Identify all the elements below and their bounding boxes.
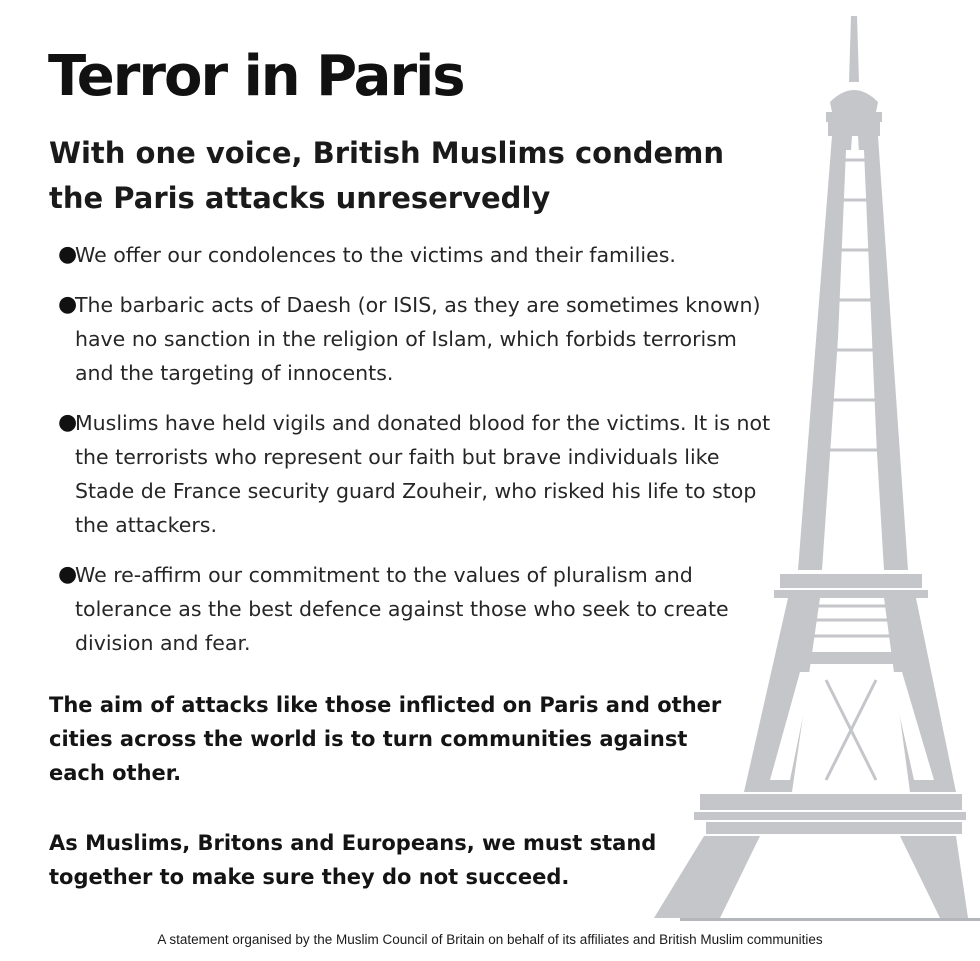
bullet-text: Muslims have held vigils and donated blood for the victims. It is not the terrorists who represent our faith but brave individuals like Stade de France security guard Zouheir, who risked his life to stop the attackers. [75,411,771,537]
bullet-text: We re-affirm our commitment to the values of pluralism and tolerance as the best defence against those who seek to create division and fear. [75,563,729,655]
list-item [58,558,778,660]
bullet-dot-icon: ● [58,292,78,317]
closing-paragraph-together: As Muslims, Britons and Europeans, we must stand together to make sure they do not succeed. [49,831,657,889]
page-subtitle: With one voice, British Muslims condemn the Paris attacks unreservedly [49,136,725,215]
list-item [58,238,778,272]
bullet-dot-icon: ● [58,410,78,435]
list-item [58,406,778,542]
bullet-dot-icon: ● [58,242,78,267]
page-title: Terror in Paris [48,44,464,109]
bullet-text: We offer our condolences to the victims and their families. [75,243,676,267]
statement-bullet-list [58,238,778,676]
footer-attribution: A statement organised by the Muslim Council of Britain on behalf of its affiliates and British Muslim communities [157,932,823,947]
bullet-text: The barbaric acts of Daesh (or ISIS, as they are sometimes known) have no sanction in the religion of Islam, which forbids terrorism and the targeting of innocents. [75,293,761,385]
closing-paragraph-aim: The aim of attacks like those inflicted on Paris and other cities across the world is to turn communities against each other. [49,693,722,785]
bullet-dot-icon: ● [58,562,78,587]
list-item [58,288,778,390]
